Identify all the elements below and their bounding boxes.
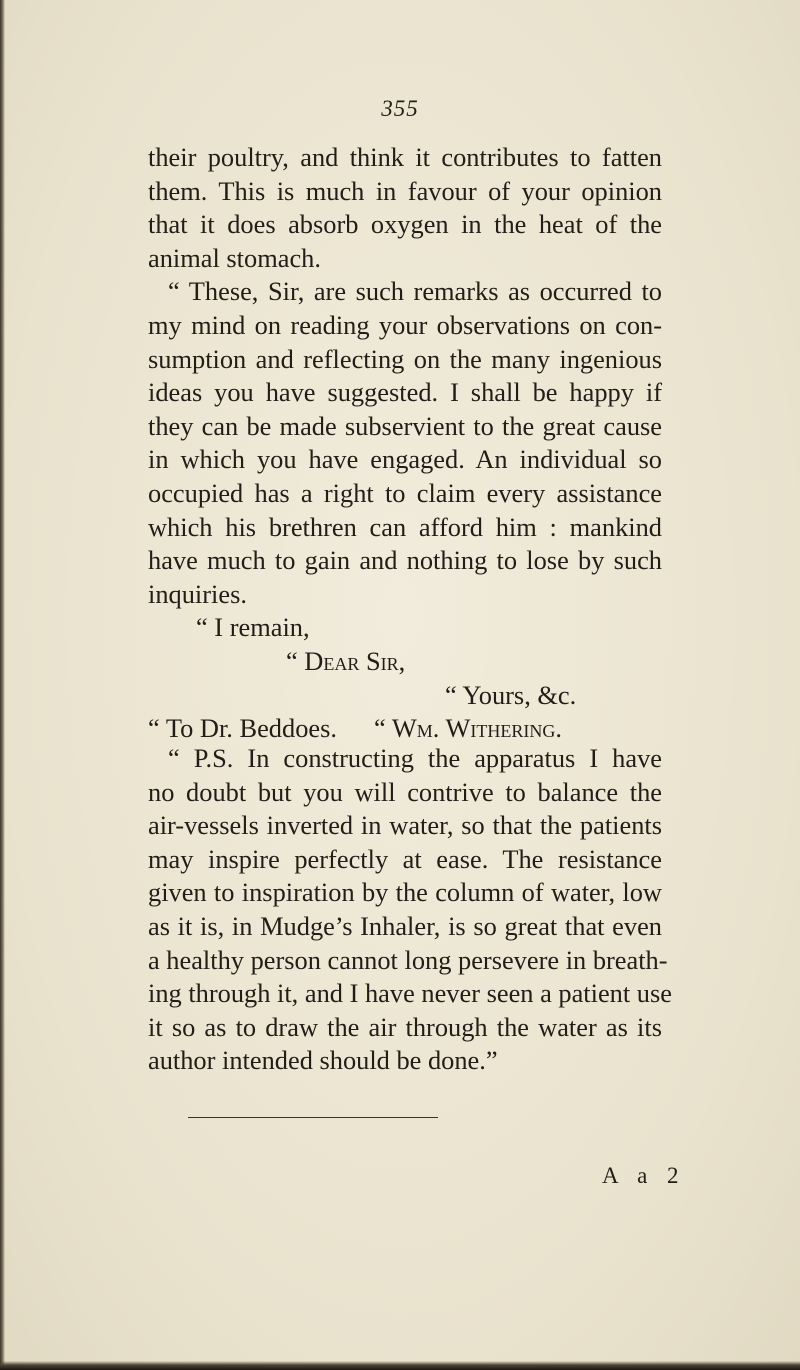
text-line: animal stomach. [148,242,321,273]
text-line: them. This is much in favour of your opinion [148,175,662,206]
text-line: it so as to draw the air through the water as its [148,1011,662,1042]
postscript [148,742,672,1078]
text-line: which his brethren can afford him : mankind [148,511,662,542]
letter-body [148,141,662,746]
text-line: “ These, Sir, are such remarks as occurred to [168,276,662,307]
text-line: that it does absorb oxygen in the heat of the [148,209,662,240]
closing-remain: “ I remain, [196,612,310,643]
text-line: they can be made subservient to the great cause [148,410,662,441]
text-line: my mind on reading your observations on con- [148,309,662,340]
text-line: no doubt but you will contrive to balance the [148,776,662,807]
text-line: occupied has a right to claim every assistance [148,477,662,508]
text-line: air-vessels inverted in water, so that the patients [148,810,662,841]
page-bottom-edge [0,1361,800,1370]
text-line: ideas you have suggested. I shall be happy if [148,377,662,408]
text-line: as it is, in Mudge’s Inhaler, is so great that even [148,910,662,941]
page-number: 355 [381,96,419,121]
text-line: may inspire perfectly at ease. The resistance [148,843,662,874]
section-divider [188,1117,438,1118]
page-binding-edge [0,0,5,1370]
closing-yours: “ Yours, &c. [445,679,577,710]
signature-row [148,712,662,746]
closing-addressee: “ To Dr. Beddoes. [148,713,337,744]
text-line: author intended should be done.” [148,1045,498,1076]
text-line: a healthy person cannot long persevere in breath- [148,944,668,975]
text-line: inquiries. [148,578,247,609]
text-line: their poultry, and think it contributes to fatten [148,142,662,172]
closing-salutation: “ Dear Sir, [286,645,406,676]
text-line: in which you have engaged. An individual so [148,444,662,475]
text-line: “ P.S. In constructing the apparatus I have [168,743,662,773]
printer-signature-mark: A a 2 [602,1163,686,1188]
text-line: have much to gain and nothing to lose by such [148,545,662,576]
text-line: given to inspiration by the column of water, low [148,877,662,908]
closing-signature: “ Wm. Withering. [374,713,562,744]
text-line: sumption and reflecting on the many ingenious [148,343,662,374]
text-line: ing through it, and I have never seen a patient use [148,978,672,1009]
